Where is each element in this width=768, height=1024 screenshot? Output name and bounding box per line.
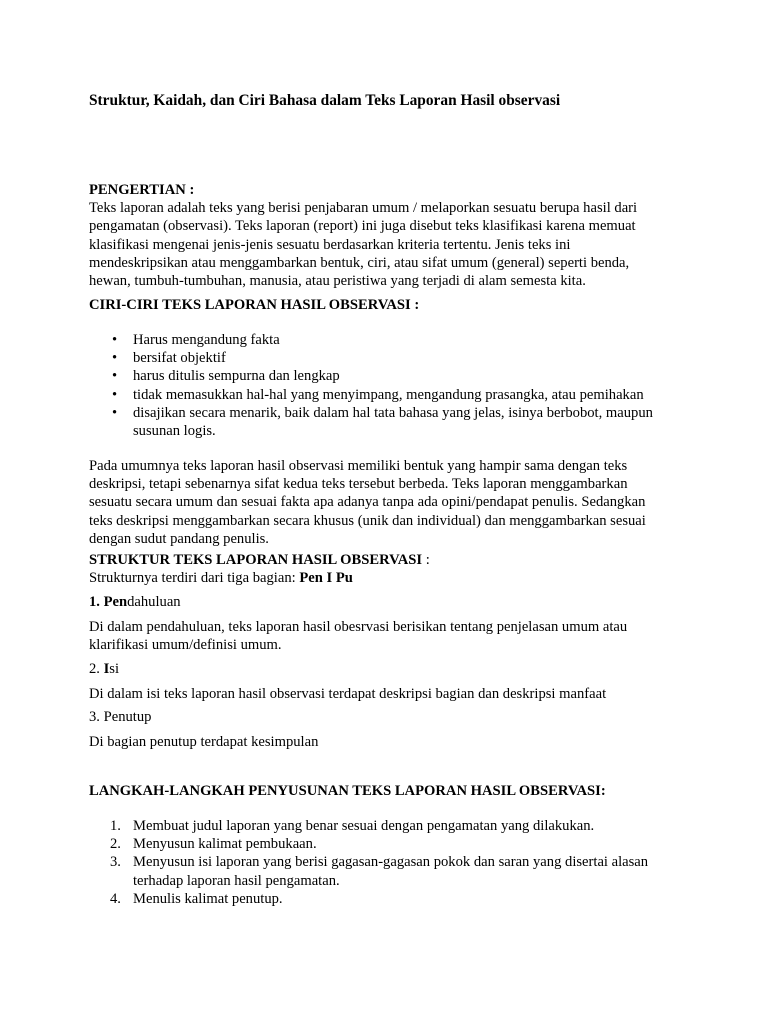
section-langkah [89, 782, 679, 800]
langkah-list-wrapper [89, 817, 679, 908]
ciri-list [89, 331, 679, 440]
list-item [89, 835, 679, 853]
list-number: 3. [110, 854, 121, 871]
list-item-text: Menulis kalimat penutup. [133, 890, 283, 907]
section-struktur [89, 551, 679, 587]
section-pengertian [89, 181, 679, 290]
perbandingan-line: teks deskripsi menggambarkan secara khusus (unik dan individual) dan menggambarkan sesuai [89, 512, 646, 529]
list-item [89, 349, 679, 367]
part-description: klarifikasi umum/definisi umum. [89, 637, 282, 654]
part-number: 1. [89, 594, 104, 610]
struktur-part-heading [89, 660, 679, 678]
list-item [89, 331, 679, 349]
list-item-text: Harus mengandung fakta [133, 332, 280, 348]
part-acronym: Pen [103, 594, 128, 610]
pengertian-line: klasifikasi mengenai jenis-jenis sesuatu berdasarkan kriteria tertentu. Jenis teks ini [89, 236, 571, 253]
bullet-icon: • [112, 332, 118, 348]
list-item [89, 817, 679, 835]
list-item [89, 853, 679, 889]
list-number: 1. [110, 818, 121, 834]
struktur-intro: Strukturnya terdiri dari tiga bagian: [89, 570, 300, 587]
list-item-text: susunan logis. [133, 423, 216, 440]
bullet-icon: • [112, 386, 118, 403]
heading-langkah: LANGKAH-LANGKAH PENYUSUNAN TEKS LAPORAN HASIL OBSERVASI: [89, 783, 606, 799]
list-item-text: disajikan secara menarik, baik dalam hal tata bahasa yang jelas, isinya berbobot, maupun [133, 404, 653, 421]
list-number: 4. [110, 890, 121, 907]
pengertian-line: Teks laporan adalah teks yang berisi penjabaran umum / melaporkan sesuatu berupa hasil dari [89, 200, 638, 217]
list-item [89, 404, 679, 440]
part-name: Penutup [103, 709, 152, 725]
heading-struktur: STRUKTUR TEKS LAPORAN HASIL OBSERVASI [89, 552, 423, 568]
section-ciri [89, 296, 679, 314]
bullet-icon: • [112, 404, 118, 421]
struktur-intro-acronym: Pen I Pu [299, 570, 353, 587]
perbandingan-line: dengan sudut pandang penulis. [89, 530, 269, 547]
list-item [89, 367, 679, 385]
ciri-list-wrapper [89, 331, 679, 440]
list-number: 2. [110, 836, 121, 853]
part-acronym: I [103, 661, 110, 677]
list-item-text: tidak memasukkan hal-hal yang menyimpang, mengandung prasangka, atau pemihakan [133, 386, 644, 403]
pengertian-paragraph [89, 199, 679, 290]
part-description: Di bagian penutup terdapat kesimpulan [89, 734, 319, 751]
list-item-text: harus ditulis sempurna dan lengkap [133, 368, 340, 385]
part-description: Di dalam pendahuluan, teks laporan hasil obesrvasi berisikan tentang penjelasan umum atau [89, 619, 628, 636]
part-number: 3. [89, 709, 104, 725]
pengertian-line: pengamatan (observasi). Teks laporan (report) ini juga disebut teks klasifikasi karena memuat [89, 218, 636, 235]
document-title: Struktur, Kaidah, dan Ciri Bahasa dalam Teks Laporan Hasil observasi [89, 92, 561, 109]
heading-pengertian: PENGERTIAN : [89, 182, 195, 198]
part-description: Di dalam isi teks laporan hasil observasi terdapat deskripsi bagian dan deskripsi manfaat [89, 686, 607, 703]
part-name: dahuluan [127, 594, 181, 610]
pengertian-line: mendeskripsikan atau menggambarkan bentuk, ciri, atau sifat umum (general) seperti benda, [89, 254, 630, 271]
pengertian-line: hewan, tumbuh-tumbuhan, manusia, atau peristiwa yang terjadi di alam semesta kita. [89, 273, 586, 290]
struktur-part [89, 708, 679, 751]
struktur-part [89, 660, 679, 703]
perbandingan-paragraph [89, 457, 679, 548]
perbandingan-line: Pada umumnya teks laporan hasil observasi memiliki bentuk yang hampir sama dengan teks [89, 458, 628, 474]
langkah-list [89, 817, 679, 908]
struktur-part-heading [89, 708, 679, 726]
list-item [89, 890, 679, 908]
list-item-text: terhadap laporan hasil pengamatan. [133, 872, 340, 889]
list-item-text: bersifat objektif [133, 350, 226, 367]
list-item-text: Membuat judul laporan yang benar sesuai dengan pengamatan yang dilakukan. [133, 818, 595, 834]
struktur-part [89, 593, 679, 655]
bullet-icon: • [112, 350, 118, 367]
list-item [89, 386, 679, 404]
list-item-text: Menyusun kalimat pembukaan. [133, 836, 317, 853]
perbandingan-line: deskripsi, tetapi sebenarnya sifat kedua teks tersebut berbeda. Teks laporan menggambarkan [89, 476, 628, 493]
heading-struktur-suffix: : [422, 552, 430, 568]
bullet-icon: • [112, 368, 118, 385]
heading-ciri: CIRI-CIRI TEKS LAPORAN HASIL OBSERVASI : [89, 297, 420, 313]
part-number: 2. [89, 661, 104, 677]
list-item-text: Menyusun isi laporan yang berisi gagasan-gagasan pokok dan saran yang disertai alasan [133, 854, 649, 871]
perbandingan-line: sesuatu secara umum dan sesuai fakta apa adanya tanpa ada opini/pendapat penulis. Sedangkan [89, 494, 646, 511]
struktur-part-heading [89, 593, 679, 611]
part-name: si [109, 661, 120, 677]
